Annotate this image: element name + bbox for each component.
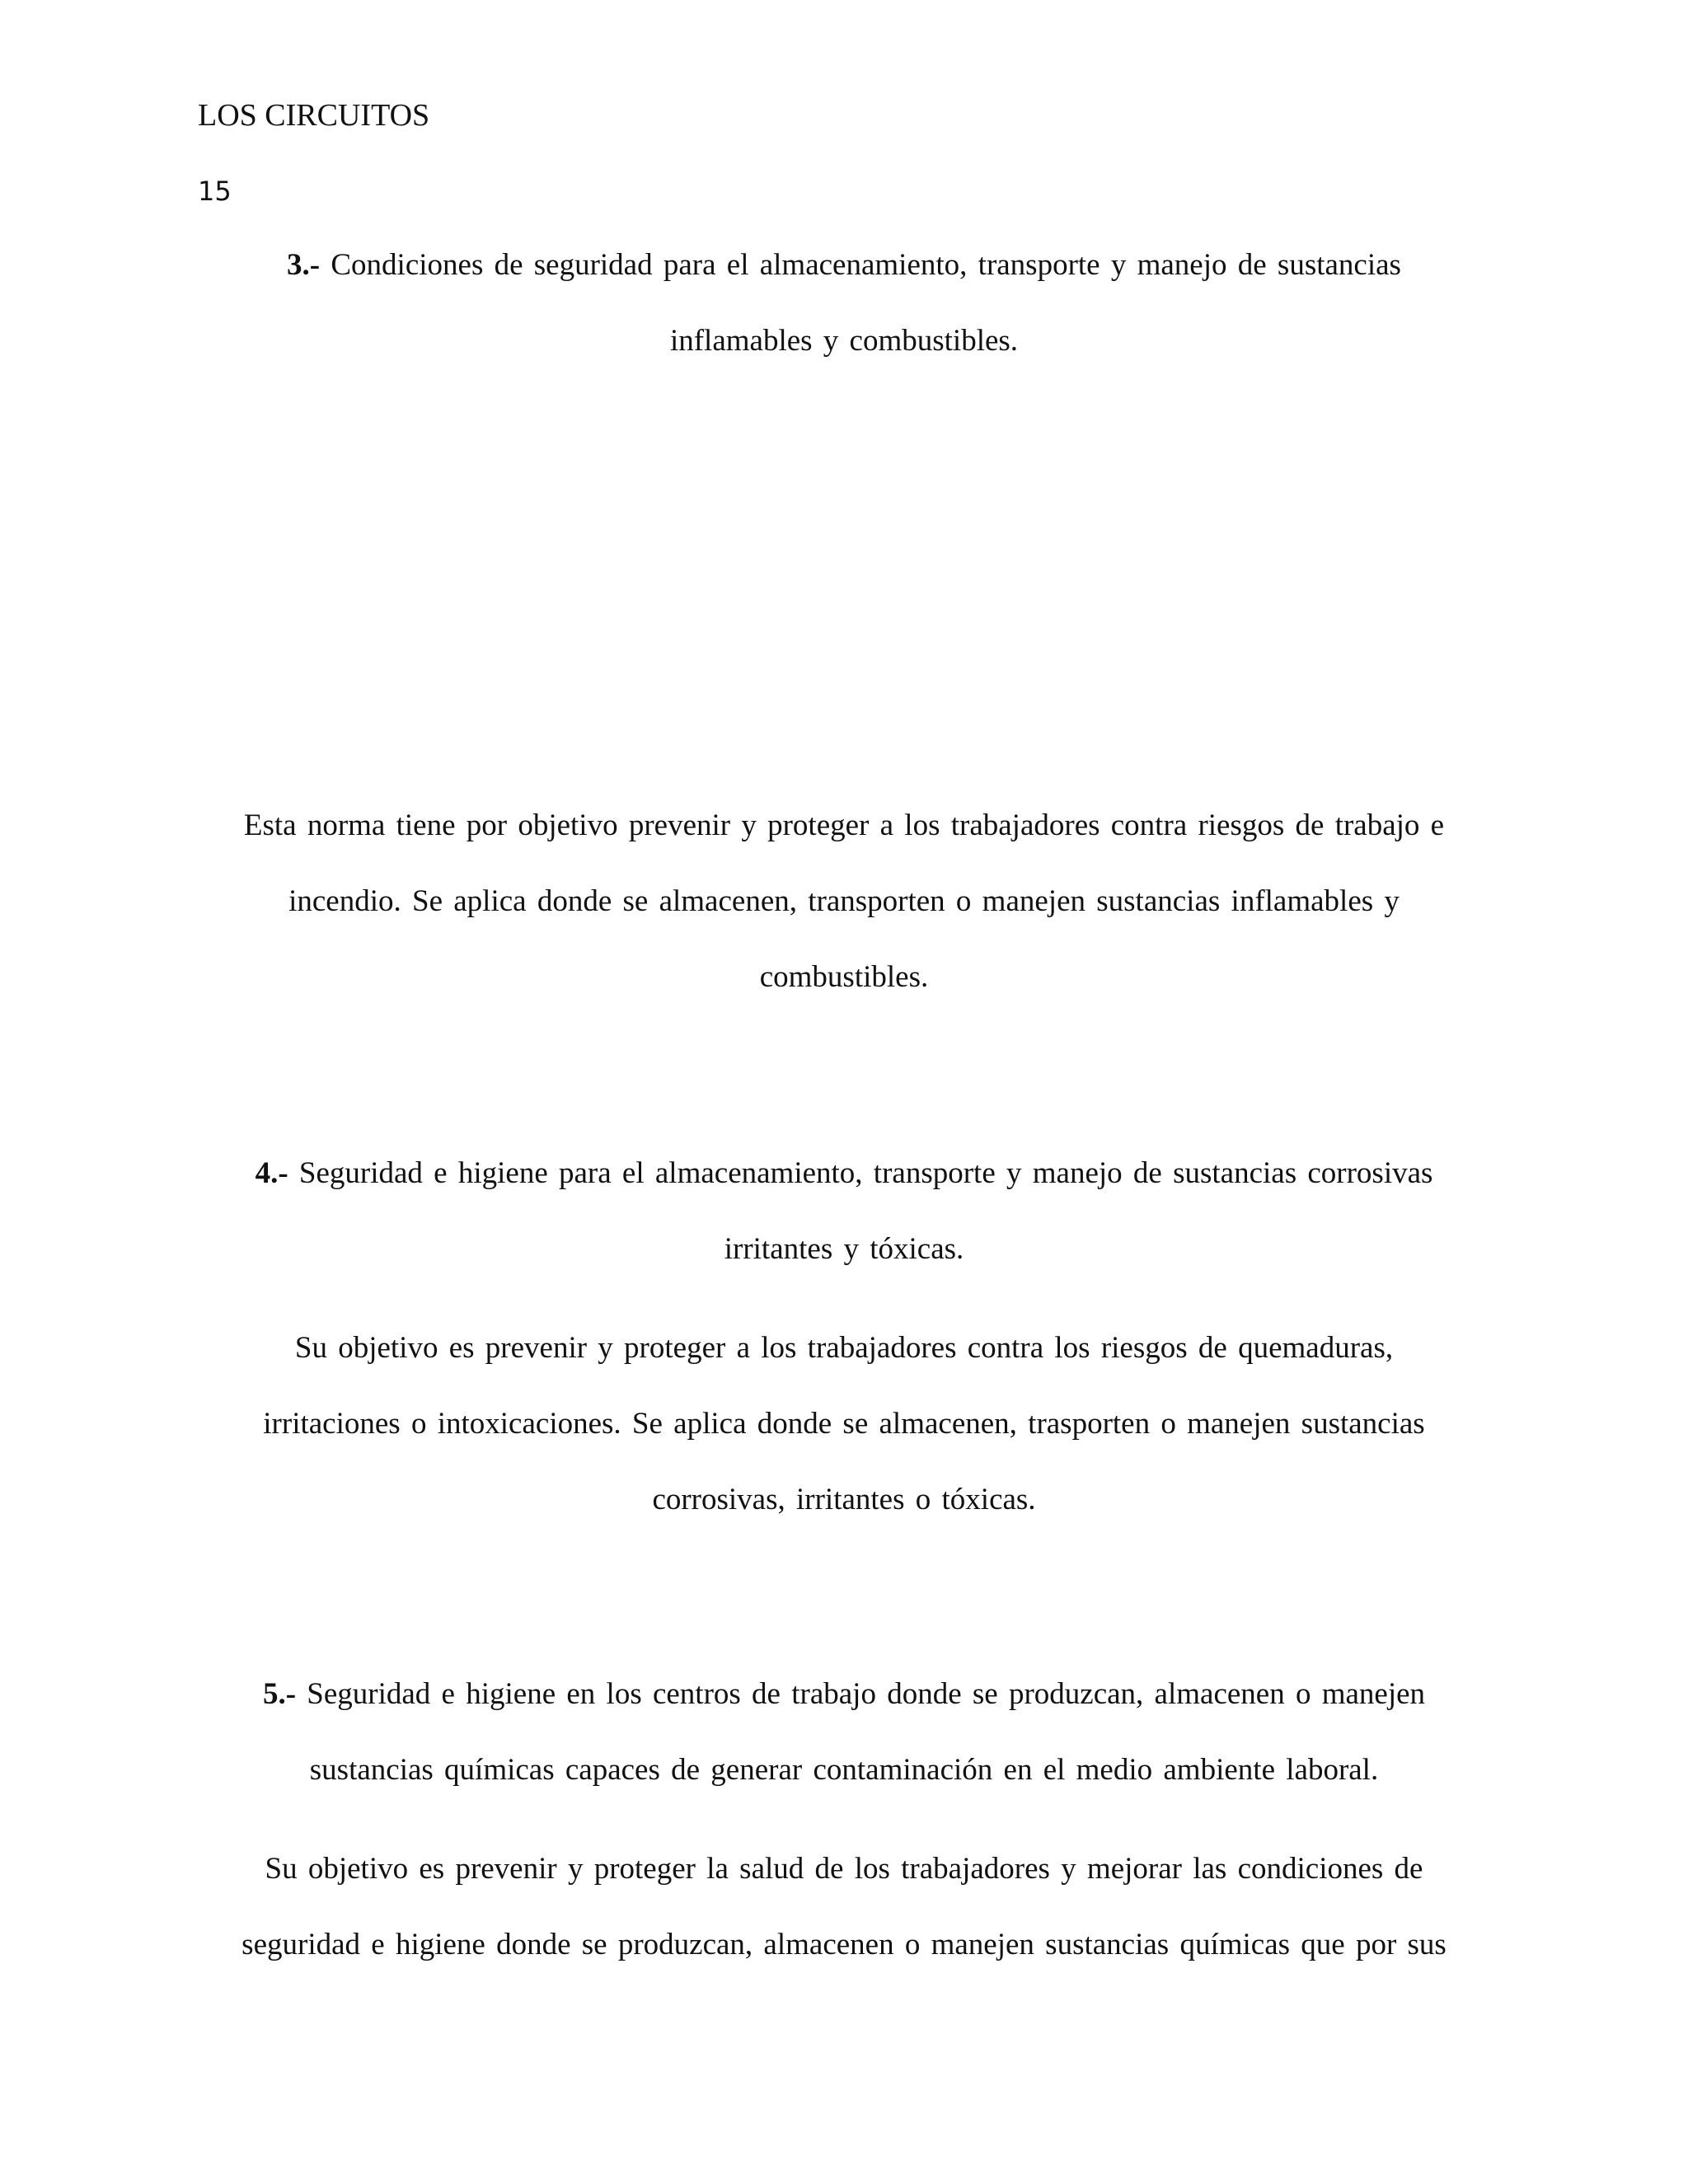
body-line: Esta norma tiene por objetivo prevenir y proteger a los trabajadores contra riesgos de trabajo e [243, 808, 1445, 842]
heading-line: sustancias químicas capaces de generar contaminación en el medio ambiente laboral. [309, 1753, 1379, 1787]
section-3-body [198, 788, 1490, 1015]
section-number: 5.- [262, 1677, 297, 1711]
heading-line [198, 1136, 1490, 1212]
heading-line [198, 1657, 1490, 1732]
body-line: irritaciones o intoxicaciones. Se aplica donde se almacenen, trasporten o manejen sustancias [263, 1407, 1425, 1441]
running-head: LOS CIRCUITOS [198, 98, 430, 133]
heading-line: irritantes y tóxicas. [724, 1232, 964, 1266]
section-number: 3.- [287, 248, 321, 282]
section-3-heading [198, 227, 1490, 379]
section-4-heading [198, 1136, 1490, 1287]
body-line: Su objetivo es prevenir y proteger la salud de los trabajadores y mejorar las condiciones de [265, 1852, 1423, 1886]
section-4-body [198, 1310, 1490, 1538]
section-5-body [198, 1831, 1490, 1983]
heading-line: inflamables y combustibles. [669, 324, 1019, 358]
body-line: combustibles. [759, 960, 929, 994]
section-number: 4.- [255, 1156, 288, 1190]
page-number: 15 [198, 176, 232, 207]
heading-text: Seguridad e higiene para el almacenamiento, transporte y manejo de sustancias corrosivas [298, 1156, 1433, 1190]
body-line: seguridad e higiene donde se produzcan, almacenen o manejen sustancias químicas que por sus [241, 1928, 1447, 1961]
body-line: Su objetivo es prevenir y proteger a los trabajadores contra los riesgos de quemaduras, [294, 1331, 1394, 1365]
heading-text: Seguridad e higiene en los centros de trabajo donde se produzcan, almacenen o manejen [307, 1677, 1426, 1711]
body-line: incendio. Se aplica donde se almacenen, transporten o manejen sustancias inflamables y [288, 884, 1400, 918]
heading-text: Condiciones de seguridad para el almacenamiento, transporte y manejo de sustancias [331, 248, 1401, 282]
section-5-heading [198, 1657, 1490, 1808]
body-line: corrosivas, irritantes o tóxicas. [652, 1483, 1036, 1516]
heading-line [198, 227, 1490, 303]
